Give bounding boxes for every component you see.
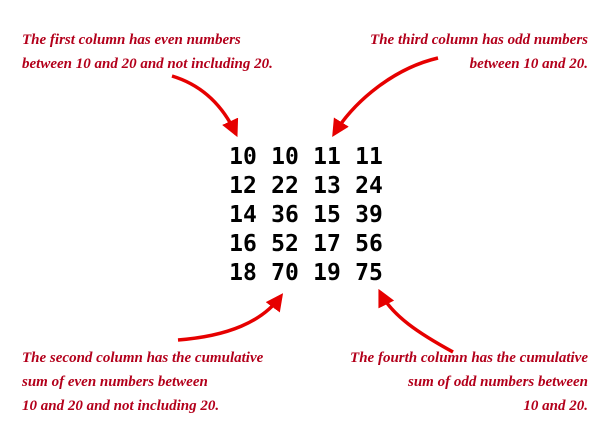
table-cell: 75 bbox=[355, 260, 383, 286]
annotation-first-column bbox=[22, 28, 273, 76]
arrow-fourth-column bbox=[380, 292, 453, 352]
table-row bbox=[222, 172, 390, 201]
arrow-first-column bbox=[172, 76, 236, 134]
annotation-line: The third column has odd numbers bbox=[370, 32, 588, 48]
number-table bbox=[222, 143, 390, 288]
annotation-second-column bbox=[22, 346, 263, 418]
table-row bbox=[222, 143, 390, 172]
annotation-line: The first column has even numbers bbox=[22, 32, 241, 48]
table-cell: 56 bbox=[355, 231, 383, 257]
annotation-line: 10 and 20 and not including 20. bbox=[22, 398, 220, 414]
table-cell: 10 bbox=[229, 144, 257, 170]
annotation-line: sum of odd numbers between bbox=[407, 374, 588, 390]
table-cell: 13 bbox=[313, 173, 341, 199]
table-cell: 11 bbox=[313, 144, 341, 170]
table-cell: 18 bbox=[229, 260, 257, 286]
table-cell: 19 bbox=[313, 260, 341, 286]
table-cell: 17 bbox=[313, 231, 341, 257]
table-cell: 15 bbox=[313, 202, 341, 228]
annotation-fourth-column bbox=[350, 346, 588, 418]
annotation-line: The second column has the cumulative bbox=[22, 350, 264, 366]
annotation-third-column bbox=[370, 28, 588, 76]
table-cell: 39 bbox=[355, 202, 383, 228]
annotation-line: sum of even numbers between bbox=[22, 374, 208, 390]
annotation-line: 10 and 20. bbox=[523, 398, 588, 414]
table-cell: 16 bbox=[229, 231, 257, 257]
table-row bbox=[222, 201, 390, 230]
annotation-line: between 10 and 20 and not including 20. bbox=[22, 56, 273, 72]
table-cell: 24 bbox=[355, 173, 383, 199]
table-cell: 10 bbox=[271, 144, 299, 170]
annotation-line: The fourth column has the cumulative bbox=[350, 350, 588, 366]
table-cell: 12 bbox=[229, 173, 257, 199]
table-cell: 70 bbox=[271, 260, 299, 286]
table-cell: 36 bbox=[271, 202, 299, 228]
annotation-line: between 10 and 20. bbox=[469, 56, 588, 72]
table-cell: 22 bbox=[271, 173, 299, 199]
table-row bbox=[222, 230, 390, 259]
arrow-second-column bbox=[178, 296, 281, 340]
table-cell: 14 bbox=[229, 202, 257, 228]
table-row bbox=[222, 259, 390, 288]
table-cell: 52 bbox=[271, 231, 299, 257]
table-cell: 11 bbox=[355, 144, 383, 170]
